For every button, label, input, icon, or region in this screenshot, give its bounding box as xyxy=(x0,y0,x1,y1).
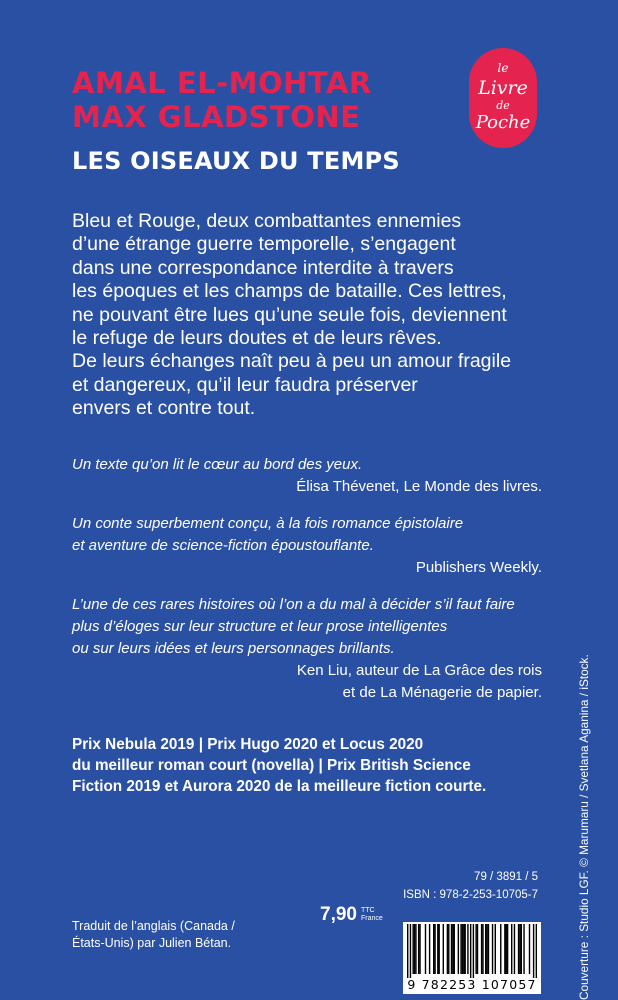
barcode-bar xyxy=(447,924,448,974)
blurb-line: d’une étrange guerre temporelle, s’engagent xyxy=(72,233,456,256)
barcode-digits: 9 782253 107057 xyxy=(407,977,537,992)
barcode-bar xyxy=(486,924,487,974)
barcode-bar xyxy=(481,924,482,974)
barcode-bar xyxy=(514,924,515,974)
awards-line: Prix Nebula 2019 | Prix Hugo 2020 et Locus 2020 xyxy=(72,736,424,753)
svg-text:de: de xyxy=(496,99,510,112)
blurb-line: les époques et les champs de bataille. Ces lettres, xyxy=(72,280,507,303)
svg-text:le: le xyxy=(497,61,509,75)
book-title: LES OISEAUX DU TEMPS xyxy=(72,147,400,175)
barcode-bar xyxy=(458,924,459,974)
barcode-bar xyxy=(451,924,452,974)
barcode-bar xyxy=(414,924,415,974)
barcode-bar xyxy=(507,924,508,974)
barcode-bar xyxy=(473,924,474,978)
barcode-bar xyxy=(418,924,419,974)
quote-text: et aventure de science-fiction époustouflante. xyxy=(72,537,374,554)
quote-text: Un conte superbement conçu, à la fois romance épistolaire xyxy=(72,515,464,532)
awards-list xyxy=(72,734,542,797)
quote-text: plus d’éloges sur leur structure et leur prose intelligentes xyxy=(72,618,448,635)
author-name-1: AMAL EL-MOHTAR xyxy=(72,66,372,100)
author-name-2: MAX GLADSTONE xyxy=(72,100,361,134)
blurb-paragraph xyxy=(72,210,542,421)
quote-attribution: Ken Liu, auteur de La Grâce des rois xyxy=(296,662,542,679)
barcode-bar xyxy=(454,924,455,974)
translator-credit xyxy=(72,918,235,952)
barcode-bar xyxy=(518,924,519,974)
barcode-bar xyxy=(529,924,530,974)
barcode-bar xyxy=(519,924,520,974)
barcode-bar xyxy=(536,924,537,978)
barcode-bar xyxy=(419,924,420,974)
quote-text: L’une de ces rares histoires où l’on a du mal à décider s’il faut faire xyxy=(72,596,515,613)
barcode-bar xyxy=(415,924,416,974)
barcode-bar xyxy=(504,924,505,974)
review-quote-3 xyxy=(72,594,542,704)
price-tax-note xyxy=(361,907,383,923)
barcode-bar xyxy=(425,924,426,974)
barcode-bar xyxy=(511,924,512,974)
barcode-bar xyxy=(407,924,408,978)
barcode-bar xyxy=(433,924,434,974)
price-country: France xyxy=(361,915,383,922)
translator-line: Traduit de l’anglais (Canada / xyxy=(72,919,235,933)
cover-credit: Couverture : Studio LGF. © Marumaru / Svetlana Aganina / iStock. xyxy=(577,654,591,1000)
svg-text:Livre: Livre xyxy=(478,77,528,99)
barcode-bar xyxy=(475,924,476,974)
barcode-bar xyxy=(410,924,411,978)
translator-line: États-Unis) par Julien Bétan. xyxy=(72,936,232,950)
barcode-bar xyxy=(521,924,522,974)
blurb-line: De leurs échanges naît peu à peu un amour fragile xyxy=(72,350,512,373)
barcode-bar xyxy=(477,924,478,974)
isbn: ISBN : 978-2-253-10705-7 xyxy=(403,889,538,901)
barcode-bar xyxy=(492,924,493,974)
barcode-bar xyxy=(429,924,430,974)
barcode-bar xyxy=(500,924,501,974)
barcode-bar xyxy=(462,924,463,974)
barcode-bar xyxy=(437,924,438,974)
barcode-bar xyxy=(412,924,413,974)
barcode-bar xyxy=(460,924,461,974)
barcode-bar xyxy=(495,924,496,974)
awards-line: Fiction 2019 et Aurora 2020 de la meilleure fiction courte. xyxy=(72,778,487,795)
awards-line: du meilleur roman court (novella) | Prix British Science xyxy=(72,757,471,774)
barcode-bar xyxy=(448,924,449,974)
price: 7,90 xyxy=(320,904,357,925)
livre-de-poche-logo xyxy=(463,46,543,151)
barcode-bar xyxy=(488,924,489,974)
barcode-bar xyxy=(506,924,507,974)
blurb-line: envers et contre tout. xyxy=(72,397,256,420)
barcode-bar xyxy=(452,924,453,974)
catalog-reference: 79 / 3891 / 5 xyxy=(474,871,538,883)
barcode-bar xyxy=(485,924,486,974)
review-quote-1 xyxy=(72,454,542,498)
blurb-line: dans une correspondance interdite à travers xyxy=(72,256,454,279)
barcode-bar xyxy=(533,924,534,978)
barcode-bar xyxy=(434,924,435,974)
blurb-line: Bleu et Rouge, deux combattantes ennemies xyxy=(72,210,462,232)
blurb-line: le refuge de leurs doutes et de leurs rêves. xyxy=(72,327,442,350)
blurb-line: et dangereux, qu’il leur faudra préserver xyxy=(72,373,418,396)
quote-attribution: Publishers Weekly. xyxy=(415,559,542,576)
barcode-bar xyxy=(443,924,444,974)
barcode-bar xyxy=(463,924,464,974)
catalog-codes xyxy=(403,868,538,904)
ean-barcode xyxy=(403,922,541,994)
barcode-bar xyxy=(470,924,471,978)
review-quote-2 xyxy=(72,513,542,579)
barcode-bar xyxy=(438,924,439,974)
svg-text:Poche: Poche xyxy=(475,112,531,133)
barcode-bar xyxy=(482,924,483,974)
price-ttc: TTC xyxy=(361,907,375,914)
quote-attribution: et de La Ménagerie de papier. xyxy=(342,684,542,701)
barcode-bar xyxy=(467,924,468,974)
barcode-bar xyxy=(523,924,524,974)
quote-attribution: Élisa Thévenet, Le Monde des livres. xyxy=(296,478,542,495)
quote-text: Un texte qu’on lit le cœur au bord des yeux. xyxy=(72,456,363,473)
barcode-bar xyxy=(464,924,465,974)
blurb-line: ne pouvant être lues qu’une seule fois, deviennent xyxy=(72,303,507,326)
barcode-bars xyxy=(407,924,537,978)
quote-text: ou sur leurs idées et leurs personnages brillants. xyxy=(72,640,395,657)
